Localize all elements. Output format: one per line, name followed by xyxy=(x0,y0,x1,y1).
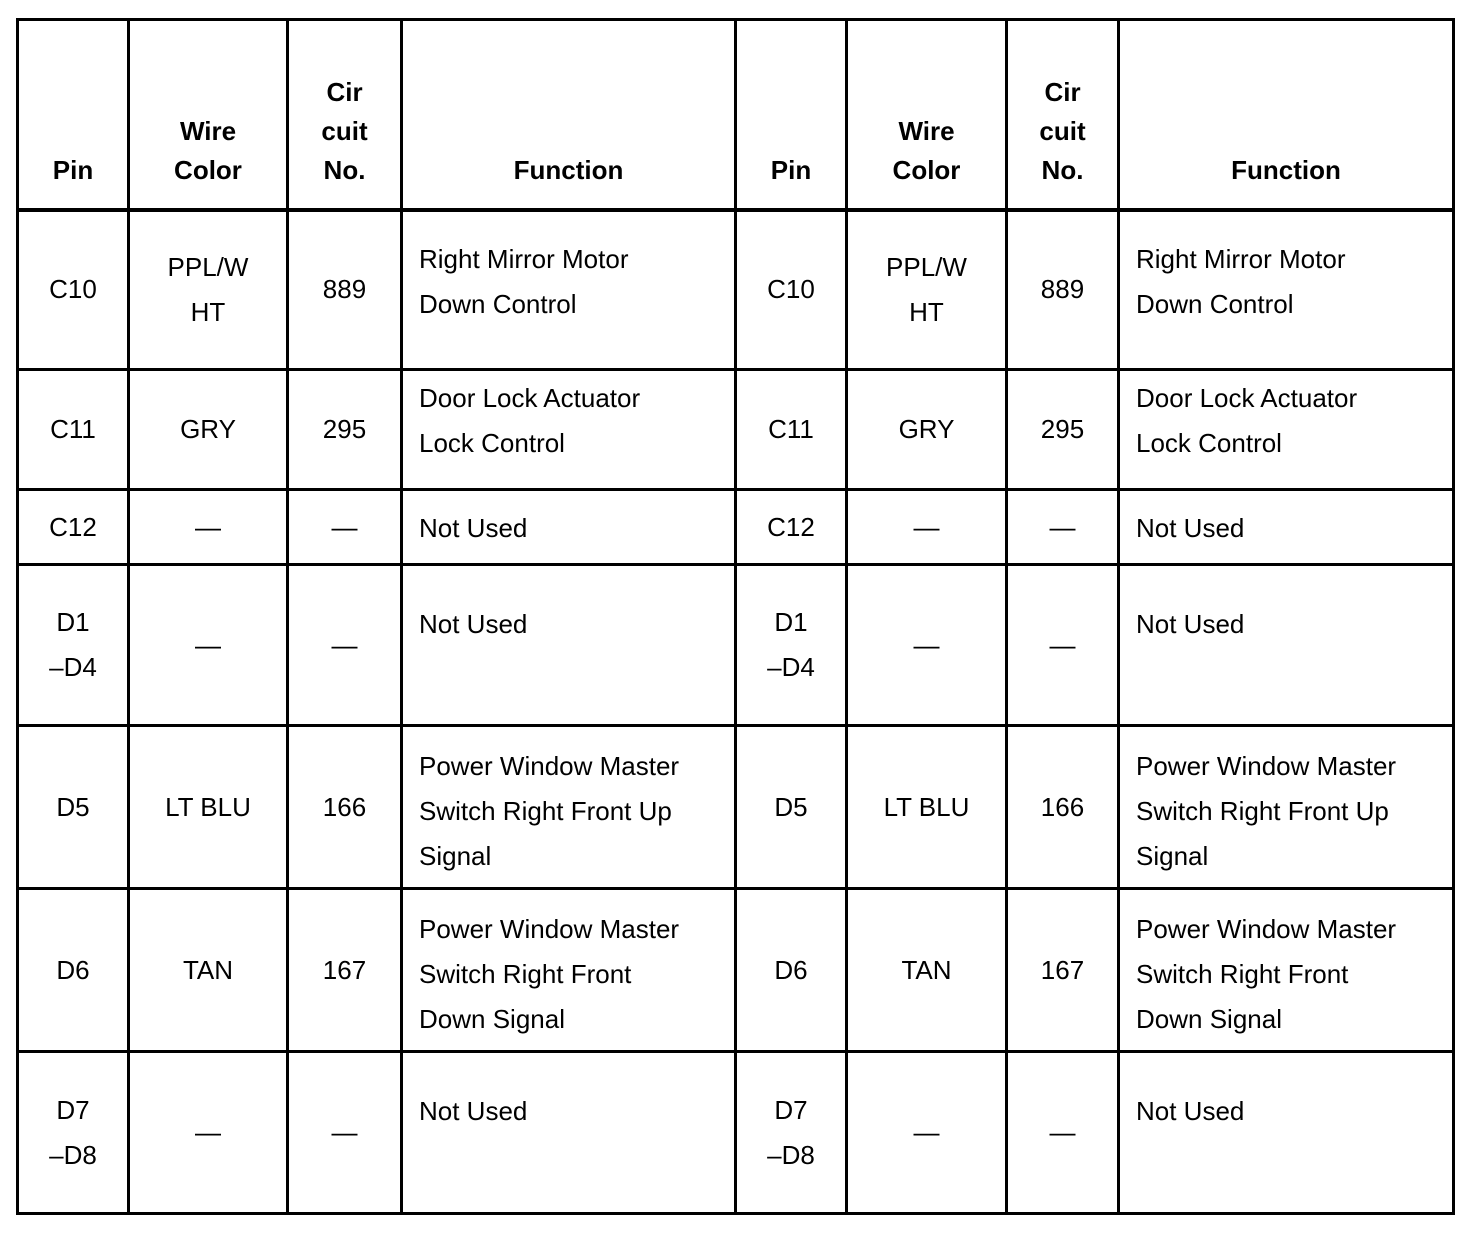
table-row xyxy=(18,1052,1454,1214)
pin-cell xyxy=(736,1052,847,1214)
wire-color-cell xyxy=(847,490,1007,565)
pin-cell xyxy=(18,889,129,1052)
function-text: Signal xyxy=(419,841,492,871)
pin-text: D6 xyxy=(774,954,808,985)
wire-color-text: LT BLU xyxy=(165,791,251,822)
function-cell xyxy=(402,726,736,889)
wire-color-cell xyxy=(129,726,288,889)
pin-cell xyxy=(18,210,129,370)
pin-cell xyxy=(18,370,129,490)
function-cell xyxy=(402,490,736,565)
pin-text: C10 xyxy=(767,274,815,305)
pin-cell xyxy=(736,370,847,490)
function-cell xyxy=(1119,1052,1454,1214)
function-text: Down Control xyxy=(1136,288,1294,319)
wire-color-text: — xyxy=(195,511,221,542)
circuit-no-cell: — xyxy=(1007,1052,1119,1214)
function-text: Not Used xyxy=(1136,513,1245,543)
header-line: Pin xyxy=(52,154,94,185)
header-line: cuit xyxy=(1039,115,1086,146)
header-line: Pin xyxy=(770,154,812,185)
header-circuit-no xyxy=(1007,20,1119,210)
pin-text: –D4 xyxy=(49,652,97,682)
pin-text: D1 xyxy=(56,607,90,637)
circuit-no-cell: 167 xyxy=(1007,889,1119,1052)
header-row xyxy=(18,20,1454,210)
function-text: Not Used xyxy=(419,1096,528,1126)
header-line: Cir xyxy=(326,76,363,107)
header-pin xyxy=(18,20,129,210)
function-text: Down Signal xyxy=(1136,1004,1282,1034)
function-text: Door Lock Actuator xyxy=(1136,383,1358,413)
function-text: Lock Control xyxy=(1136,428,1282,458)
circuit-no-cell: — xyxy=(288,1052,402,1214)
function-cell xyxy=(1119,726,1454,889)
wire-color-cell xyxy=(847,210,1007,370)
pin-text: –D8 xyxy=(767,1139,815,1170)
function-text: Signal xyxy=(1136,841,1209,871)
pin-cell xyxy=(18,565,129,726)
wire-color-text: HT xyxy=(909,296,944,327)
pin-text: D5 xyxy=(56,791,90,822)
circuit-no-cell: — xyxy=(1007,490,1119,565)
pin-text: C11 xyxy=(50,414,96,444)
pin-text: D7 xyxy=(56,1094,90,1125)
wire-color-text: — xyxy=(913,511,940,542)
header-line: Color xyxy=(892,154,961,185)
function-text: Not Used xyxy=(419,609,528,639)
header-line: cuit xyxy=(321,115,368,146)
table-row xyxy=(18,565,1454,726)
pin-text: –D4 xyxy=(767,652,815,682)
circuit-no-cell: 167 xyxy=(288,889,402,1052)
function-text: Right Mirror Motor xyxy=(1136,243,1346,274)
wire-color-text: TAN xyxy=(182,954,234,985)
pin-text: C10 xyxy=(49,274,97,305)
function-text: Lock Control xyxy=(419,428,565,458)
function-text: Switch Right Front Up xyxy=(1136,796,1389,826)
wire-color-cell xyxy=(129,1052,288,1214)
wire-color-text: — xyxy=(195,1117,221,1147)
pin-text: C12 xyxy=(767,511,815,542)
function-text: Down Control xyxy=(419,288,577,319)
pin-cell xyxy=(736,889,847,1052)
wire-color-text: — xyxy=(913,629,940,660)
wire-color-cell xyxy=(129,565,288,726)
header-function xyxy=(1119,20,1454,210)
header-wire-color xyxy=(847,20,1007,210)
header-line: Function xyxy=(513,154,624,185)
pin-cell xyxy=(18,726,129,889)
header-line: Wire xyxy=(898,115,955,146)
function-cell xyxy=(1119,370,1454,490)
circuit-no-cell: 889 xyxy=(288,210,402,370)
header-line: No. xyxy=(1041,154,1084,185)
circuit-no-cell: 295 xyxy=(288,370,402,490)
wire-color-cell xyxy=(129,210,288,370)
pin-text: D5 xyxy=(774,791,808,822)
pin-cell xyxy=(18,1052,129,1214)
function-text: Not Used xyxy=(419,513,528,543)
function-cell xyxy=(402,210,736,370)
function-cell xyxy=(402,1052,736,1214)
wire-color-cell xyxy=(129,490,288,565)
circuit-no-cell: — xyxy=(288,565,402,726)
function-text: Down Signal xyxy=(419,1004,565,1034)
wire-color-cell xyxy=(847,726,1007,889)
wire-color-cell xyxy=(847,1052,1007,1214)
wire-color-text: TAN xyxy=(901,954,952,985)
function-cell xyxy=(402,370,736,490)
pin-text: D6 xyxy=(56,954,90,985)
circuit-no-cell: — xyxy=(288,490,402,565)
pin-cell xyxy=(736,726,847,889)
pin-cell xyxy=(736,565,847,726)
wire-color-text: LT BLU xyxy=(883,791,970,822)
header-line: Cir xyxy=(1044,76,1081,107)
pin-text: C12 xyxy=(49,511,97,542)
function-text: Switch Right Front Up xyxy=(419,796,672,826)
pin-text: D1 xyxy=(774,607,808,637)
table-body xyxy=(18,210,1454,1214)
header-line: Color xyxy=(174,154,242,185)
function-text: Right Mirror Motor xyxy=(419,243,629,274)
pin-cell xyxy=(18,490,129,565)
header-line: No. xyxy=(323,154,366,185)
table-row xyxy=(18,210,1454,370)
function-text: Switch Right Front xyxy=(419,959,632,989)
table-row xyxy=(18,889,1454,1052)
function-cell xyxy=(1119,210,1454,370)
function-cell xyxy=(1119,565,1454,726)
wire-color-text: PPL/W xyxy=(167,251,249,282)
function-text: Power Window Master xyxy=(419,914,680,944)
table-row xyxy=(18,726,1454,889)
wire-color-text: GRY xyxy=(898,414,955,444)
wire-color-cell xyxy=(129,370,288,490)
pin-cell xyxy=(736,490,847,565)
function-cell xyxy=(402,565,736,726)
header-circuit-no xyxy=(288,20,402,210)
wire-color-text: — xyxy=(913,1117,940,1147)
wire-color-cell xyxy=(847,565,1007,726)
wire-color-text: HT xyxy=(190,296,226,327)
circuit-no-cell: — xyxy=(1007,565,1119,726)
circuit-no-cell: 166 xyxy=(288,726,402,889)
table-row xyxy=(18,370,1454,490)
wire-color-text: — xyxy=(195,629,221,660)
wire-color-text: PPL/W xyxy=(886,251,967,282)
header-line: Wire xyxy=(179,115,237,146)
function-text: Power Window Master xyxy=(419,751,680,781)
header-wire-color xyxy=(129,20,288,210)
function-text: Switch Right Front xyxy=(1136,959,1349,989)
circuit-no-cell: 889 xyxy=(1007,210,1119,370)
function-cell xyxy=(1119,889,1454,1052)
circuit-no-cell: 295 xyxy=(1007,370,1119,490)
pin-cell xyxy=(736,210,847,370)
header-pin xyxy=(736,20,847,210)
function-text: Power Window Master xyxy=(1136,751,1397,781)
pin-text: C11 xyxy=(768,414,814,444)
pin-text: –D8 xyxy=(49,1139,97,1170)
circuit-no-cell: 166 xyxy=(1007,726,1119,889)
header-line: Function xyxy=(1231,154,1341,185)
pin-table xyxy=(16,18,1455,1215)
function-text: Power Window Master xyxy=(1136,914,1397,944)
table-row xyxy=(18,490,1454,565)
wire-color-cell xyxy=(847,889,1007,1052)
header-function xyxy=(402,20,736,210)
function-text: Not Used xyxy=(1136,609,1245,639)
function-text: Door Lock Actuator xyxy=(419,383,641,413)
function-cell xyxy=(402,889,736,1052)
pin-text: D7 xyxy=(774,1094,808,1125)
function-text: Not Used xyxy=(1136,1096,1245,1126)
wire-color-cell xyxy=(129,889,288,1052)
function-cell xyxy=(1119,490,1454,565)
wire-color-cell xyxy=(847,370,1007,490)
wire-color-text: GRY xyxy=(180,414,236,444)
